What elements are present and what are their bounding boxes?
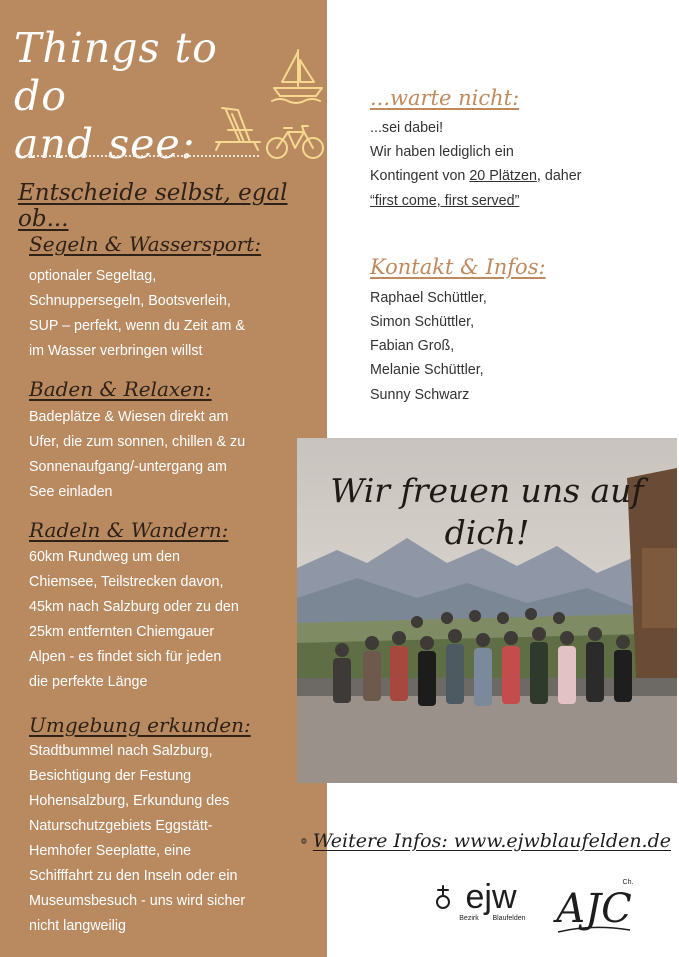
text-line: Schifffahrt zu den Inseln oder ein: [29, 868, 238, 884]
section-body-segeln: [29, 264, 297, 364]
text-line: SUP – perfekt, wenn du Zeit am &: [29, 318, 245, 334]
places-count: 20 Plätzen: [469, 168, 537, 184]
text-line: See einladen: [29, 484, 113, 500]
ajc-logo-text: AJC: [556, 886, 632, 932]
contact-name: Raphael Schüttler,: [370, 290, 487, 306]
section-heading-segeln: Segeln & Wassersport:: [29, 232, 262, 256]
section-body-radeln: [29, 545, 297, 695]
ajc-logo-small-text: Ch.: [622, 879, 634, 886]
text-line: Naturschutzgebiets Eggstätt-: [29, 818, 213, 834]
title-line-2: and see:: [14, 120, 196, 168]
ejw-logo-text: ejw: [465, 878, 517, 916]
kontakt-heading: Kontakt & Infos:: [370, 255, 546, 279]
ejw-logo-sub-right: Blaufelden: [492, 915, 526, 922]
photo-caption-line-2: dich!: [444, 513, 530, 552]
text-line: Stadtbummel nach Salzburg,: [29, 743, 213, 759]
warte-line-3: [370, 168, 670, 184]
warte-line-3-post: , daher: [536, 168, 582, 184]
ejw-logo-sub-left: Bezirk: [459, 915, 479, 922]
text-line: Badeplätze & Wiesen direkt am: [29, 409, 229, 425]
title-line-1: Things to do: [14, 24, 218, 120]
bicycle-icon: [264, 122, 326, 162]
title-separator: [24, 155, 259, 157]
text-line: Museumsbesuch - uns wird sicher: [29, 893, 246, 909]
text-line: Ufer, die zum sonnen, chillen & zu: [29, 434, 246, 450]
ajc-logo: [552, 870, 642, 940]
text-line: Hemhofer Seeplatte, eine: [29, 843, 192, 859]
globe-icon: [301, 828, 307, 854]
text-line: Besichtigung der Festung: [29, 768, 192, 784]
text-line: nicht langweilig: [29, 918, 126, 934]
contact-name: Melanie Schüttler,: [370, 362, 484, 378]
section-heading-umgebung: Umgebung erkunden:: [29, 713, 251, 737]
warte-line-2: Wir haben lediglich ein: [370, 144, 514, 160]
warte-line-4: “first come, first served”: [370, 193, 520, 209]
text-line: im Wasser verbringen willst: [29, 343, 203, 359]
photo-caption-line-1: Wir freuen uns auf: [330, 471, 644, 510]
text-line: Schnuppersegeln, Bootsverleih,: [29, 293, 231, 309]
website-link[interactable]: [301, 826, 671, 856]
group-photo: [297, 438, 677, 783]
beach-chair-icon: [212, 102, 264, 154]
photo-caption: [297, 470, 677, 554]
text-line: Hohensalzburg, Erkundung des: [29, 793, 230, 809]
text-line: 45km nach Salzburg oder zu den: [29, 599, 239, 615]
sailboat-icon: [268, 46, 328, 104]
text-line: 25km entfernten Chiemgauer: [29, 624, 215, 640]
text-line: Chiemsee, Teilstrecken davon,: [29, 574, 224, 590]
ejw-logo: [433, 868, 538, 928]
intro-headline: Entscheide selbst, egal ob...: [18, 180, 288, 232]
left-panel: [0, 0, 327, 957]
section-heading-baden: Baden & Relaxen:: [29, 377, 212, 401]
text-line: optionaler Segeltag,: [29, 268, 157, 284]
text-line: Sonnenaufgang/-untergang am: [29, 459, 227, 475]
warte-line-3-pre: Kontingent von: [370, 168, 470, 184]
section-heading-radeln: Radeln & Wandern:: [29, 518, 229, 542]
contact-name: Sunny Schwarz: [370, 387, 470, 403]
warte-heading: ...warte nicht:: [370, 86, 520, 110]
contact-name: Fabian Groß,: [370, 338, 455, 354]
text-line: die perfekte Länge: [29, 674, 148, 690]
text-line: Alpen - es findet sich für jeden: [29, 649, 222, 665]
warte-line-1: ...sei dabei!: [370, 120, 444, 136]
website-link-text[interactable]: Weitere Infos: www.ejwblaufelden.de: [312, 830, 671, 852]
section-body-baden: [29, 405, 297, 505]
contact-name: Simon Schüttler,: [370, 314, 475, 330]
section-body-umgebung: [29, 739, 297, 939]
text-line: 60km Rundweg um den: [29, 549, 180, 565]
